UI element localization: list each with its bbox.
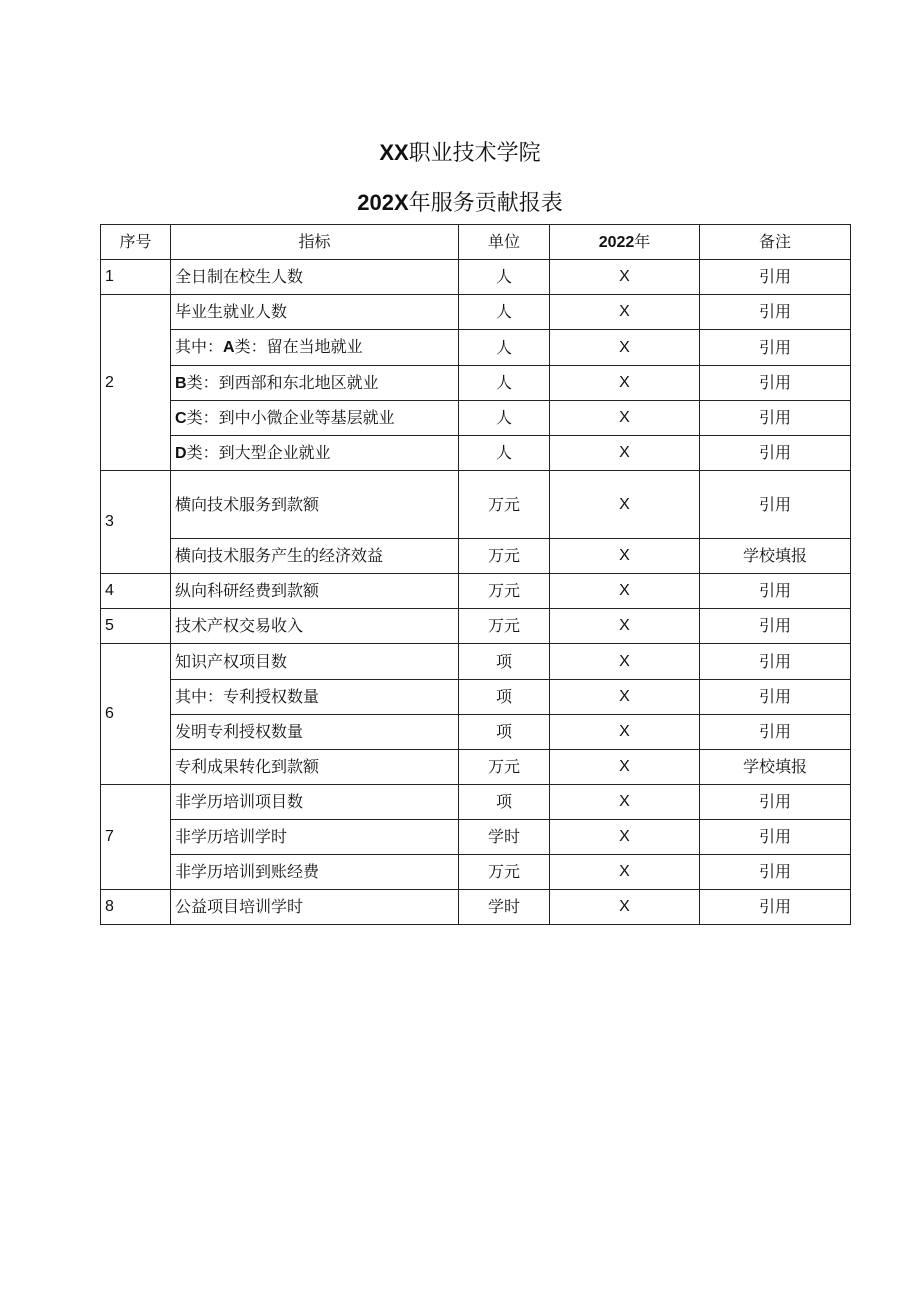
row-seq: 6 [101,644,171,785]
row-indicator: 其中：专利授权数量 [171,680,459,715]
table-row [101,855,851,890]
row-note: 学校填报 [700,750,851,785]
table-row [101,820,851,855]
table-row [101,366,851,401]
row-value: X [550,750,700,785]
row-note: 引用 [700,401,851,436]
row-unit: 人 [459,436,550,471]
row-value: X [550,436,700,471]
row-indicator: 横向技术服务产生的经济效益 [171,539,459,574]
row-unit: 万元 [459,574,550,609]
row-indicator: 发明专利授权数量 [171,715,459,750]
report-title [0,186,920,217]
row-unit: 万元 [459,609,550,644]
row-value: X [550,609,700,644]
row-indicator: 纵向科研经费到款额 [171,574,459,609]
row-value: X [550,890,700,925]
row-unit: 项 [459,785,550,820]
indicator-letter: D [175,444,187,462]
table-row [101,644,851,680]
row-note: 引用 [700,715,851,750]
row-note: 引用 [700,260,851,295]
indicator-prefix: 其中： [175,337,224,356]
table-row [101,401,851,436]
indicator-text: 类：留在当地就业 [234,337,363,356]
row-value: X [550,366,700,401]
row-value: X [550,574,700,609]
table-header-row [101,225,851,260]
row-indicator: 非学历培训到账经费 [171,855,459,890]
row-seq: 4 [101,574,171,609]
indicator-letter: B [175,374,187,392]
row-indicator: 毕业生就业人数 [171,295,459,330]
row-indicator: 技术产权交易收入 [171,609,459,644]
row-indicator: 知识产权项目数 [171,644,459,680]
row-seq: 5 [101,609,171,644]
row-unit: 学时 [459,890,550,925]
row-indicator [171,401,459,436]
row-note: 引用 [700,785,851,820]
row-note: 引用 [700,855,851,890]
header-seq: 序号 [101,225,171,260]
table-row [101,295,851,330]
row-indicator [171,330,459,366]
table-row [101,715,851,750]
row-note: 引用 [700,471,851,539]
table-row [101,785,851,820]
row-value: X [550,680,700,715]
indicator-text: 类：到中小微企业等基层就业 [186,407,395,427]
row-unit: 人 [459,366,550,401]
school-name: 职业技术学院 [408,141,541,166]
table-row [101,680,851,715]
row-note: 引用 [700,609,851,644]
row-indicator [171,436,459,471]
row-value: X [550,330,700,366]
school-title [0,136,920,167]
row-unit: 万元 [459,471,550,539]
row-note: 引用 [700,574,851,609]
row-unit: 项 [459,715,550,750]
row-indicator [171,366,459,401]
header-year [550,225,700,260]
row-indicator: 全日制在校生人数 [171,260,459,295]
header-year-number: 2022 [598,233,635,251]
row-unit: 学时 [459,820,550,855]
indicator-letter: C [175,409,187,427]
row-note: 引用 [700,330,851,366]
row-value: X [550,401,700,436]
table-row [101,330,851,366]
row-indicator: 公益项目培训学时 [171,890,459,925]
row-note: 引用 [700,366,851,401]
table-row [101,539,851,574]
row-value: X [550,471,700,539]
header-indicator: 指标 [171,225,459,260]
row-note: 引用 [700,820,851,855]
report-name: 年服务贡献报表 [408,191,563,216]
row-indicator: 横向技术服务到款额 [171,471,459,539]
row-indicator: 非学历培训项目数 [171,785,459,820]
row-value: X [550,260,700,295]
row-seq: 2 [101,295,171,471]
table-row [101,260,851,295]
service-report-table [100,224,851,925]
school-prefix: XX [379,140,409,165]
row-unit: 项 [459,644,550,680]
row-value: X [550,715,700,750]
indicator-text: 类：到西部和东北地区就业 [186,372,379,392]
row-unit: 项 [459,680,550,715]
header-year-suffix: 年 [634,231,651,251]
row-value: X [550,820,700,855]
row-unit: 万元 [459,750,550,785]
row-value: X [550,295,700,330]
table-row [101,471,851,539]
row-seq: 1 [101,260,171,295]
row-indicator: 专利成果转化到款额 [171,750,459,785]
indicator-letter: A [223,339,235,356]
row-indicator: 非学历培训学时 [171,820,459,855]
row-value: X [550,855,700,890]
table-row [101,436,851,471]
row-unit: 万元 [459,855,550,890]
row-note: 引用 [700,644,851,680]
row-seq: 8 [101,890,171,925]
row-note: 引用 [700,680,851,715]
row-value: X [550,644,700,680]
row-value: X [550,539,700,574]
indicator-text: 类：到大型企业就业 [186,442,331,462]
row-unit: 人 [459,401,550,436]
row-unit: 人 [459,330,550,366]
row-seq: 7 [101,785,171,890]
row-note: 引用 [700,295,851,330]
table-row [101,609,851,644]
row-note: 学校填报 [700,539,851,574]
table-row [101,890,851,925]
row-unit: 万元 [459,539,550,574]
row-note: 引用 [700,436,851,471]
table-row [101,750,851,785]
row-seq: 3 [101,471,171,574]
row-value: X [550,785,700,820]
row-note: 引用 [700,890,851,925]
header-note: 备注 [700,225,851,260]
row-unit: 人 [459,295,550,330]
report-year: 202X [357,190,409,215]
row-unit: 人 [459,260,550,295]
table-row [101,574,851,609]
header-unit: 单位 [459,225,550,260]
